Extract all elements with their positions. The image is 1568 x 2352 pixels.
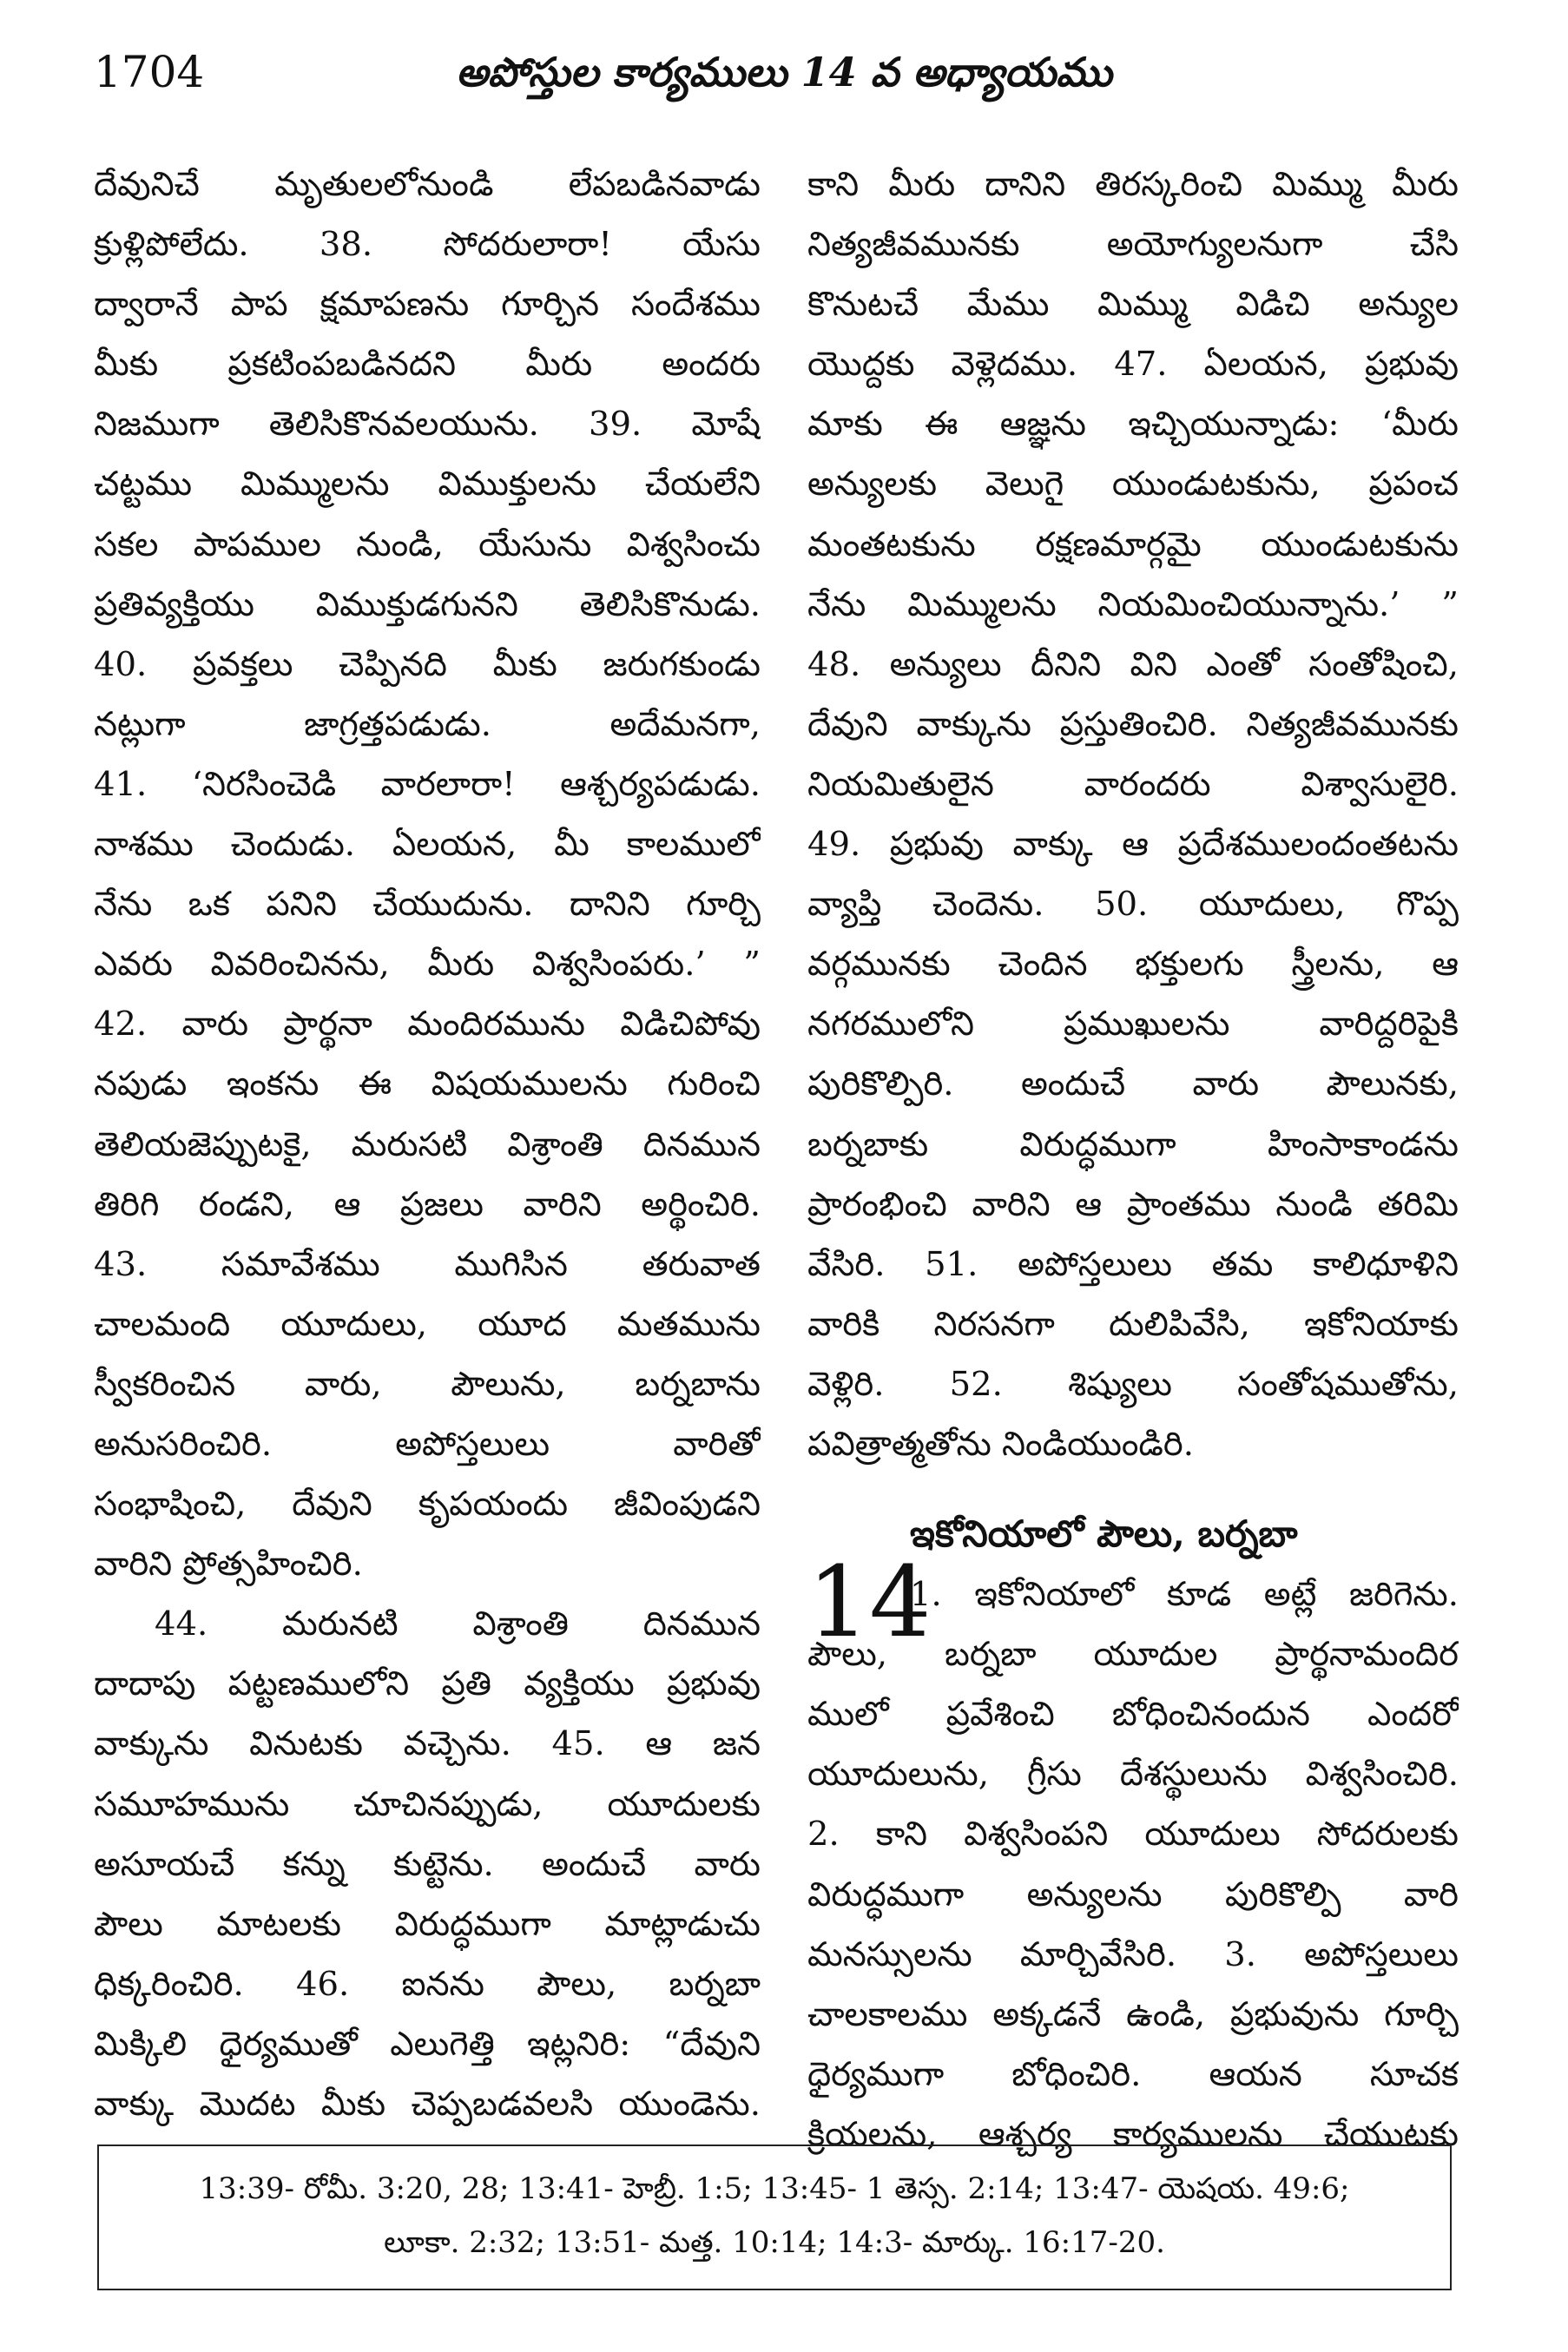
text-line: తిరిగి రండని, ఆ ప్రజలు వారిని అర్థించిరి. bbox=[94, 1184, 761, 1224]
section-gap bbox=[807, 1474, 1459, 1504]
text-line: అసూయచే కన్ను కుట్టెను. అందుచే వారు bbox=[94, 1844, 761, 1884]
text-line: 2. కాని విశ్వసింపని యూదులు సోదరులకు bbox=[807, 1815, 1459, 1855]
text-line: చాలమంది యూదులు, యూద మతమును bbox=[94, 1304, 761, 1344]
text-line: దాదాపు పట్టణములోని ప్రతి వ్యక్తియు ప్రభువు bbox=[94, 1664, 761, 1704]
text-line: మనస్సులను మార్చివేసిరి. 3. అపోస్తలులు bbox=[807, 1934, 1459, 1974]
text-line: నేను ఒక పనిని చేయుదును. దానిని గూర్చి bbox=[94, 885, 761, 925]
text-line: నాశము చెందుడు. ఏలయన, మీ కాలములో bbox=[94, 825, 761, 865]
left-column-paragraph-2 bbox=[94, 1594, 761, 2134]
text-line: యూదులును, గ్రీసు దేశస్థులును విశ్వసించిరి. bbox=[807, 1755, 1459, 1795]
text-line: అన్యులకు వెలుగై యుండుటకును, ప్రపంచ bbox=[807, 464, 1459, 504]
text-line: చాలకాలము అక్కడనే ఉండి, ప్రభువును గూర్చి bbox=[807, 1994, 1459, 2034]
text-line: 40. ప్రవక్తలు చెప్పినది మీకు జరుగకుండు bbox=[94, 644, 761, 684]
text-line: 41. ‘నిరసించెడి వారలారా! ఆశ్చర్యపడుడు. bbox=[94, 764, 761, 804]
text-line: మాకు ఈ ఆజ్ఞను ఇచ్చియున్నాడు: ‘మీరు bbox=[807, 405, 1459, 445]
text-line: విరుద్ధముగా అన్యులను పురికొల్పి వారి bbox=[807, 1874, 1459, 1914]
text-line: నపుడు ఇంకను ఈ విషయములను గురించి bbox=[94, 1064, 761, 1104]
chapter-number: 14 bbox=[807, 1546, 932, 1660]
text-line: సమూహమును చూచినప్పుడు, యూదులకు bbox=[94, 1784, 761, 1824]
text-line: యొద్దకు వెళ్లెదము. 47. ఏలయన, ప్రభువు bbox=[807, 345, 1459, 385]
cross-reference-line-2: లూకా. 2:32; 13:51- మత్త. 10:14; 14:3- మార్కు. 16:17-20. bbox=[384, 2225, 1165, 2260]
text-line: ప్రతివ్యక్తియు విముక్తుడగునని తెలిసికొనుడు. bbox=[94, 584, 761, 624]
text-line: నట్లుగా జాగ్రత్తపడుడు. అదేమనగా, bbox=[94, 704, 761, 744]
section-heading: ఇకోనియాలో పౌలు, బర్నబా bbox=[910, 1512, 1298, 1556]
running-title: అపోస్తుల కార్యములు 14 వ అధ్యాయము bbox=[456, 49, 1112, 96]
left-column-paragraph-1 bbox=[94, 155, 761, 1594]
text-line: బర్నబాకు విరుద్ధముగా హింసాకాండను bbox=[807, 1124, 1459, 1164]
text-line: పౌలు, బర్నబా యూదుల ప్రార్థనామందిర bbox=[807, 1635, 1459, 1675]
text-line: వేసిరి. 51. అపోస్తలులు తమ కాలిధూళిని bbox=[807, 1244, 1459, 1284]
text-line: కొనుటచే మేము మిమ్ము విడిచి అన్యుల bbox=[807, 285, 1459, 325]
text-line: పౌలు మాటలకు విరుద్ధముగా మాట్లాడుచు bbox=[94, 1904, 761, 1944]
text-line: చట్టము మిమ్ములను విముక్తులను చేయలేని bbox=[94, 464, 761, 504]
chapter-first-line: 1. ఇకోనియాలో కూడ అట్లే జరిగెను. bbox=[910, 1575, 1459, 1615]
text-line: వెళ్లిరి. 52. శిష్యులు సంతోషముతోను, bbox=[807, 1364, 1459, 1404]
text-line: మిక్కిలి ధైర్యముతో ఎలుగెత్తి ఇట్లనిరి: “దేవుని bbox=[94, 2024, 761, 2064]
text-line: ములో ప్రవేశించి బోధించినందున ఎందరో bbox=[807, 1695, 1459, 1735]
text-line: పురికొల్పిరి. అందుచే వారు పౌలునకు, bbox=[807, 1064, 1459, 1104]
text-line: వాక్కును వినుటకు వచ్చెను. 45. ఆ జన bbox=[94, 1724, 761, 1764]
text-line: స్వీకరించిన వారు, పౌలును, బర్నబాను bbox=[94, 1364, 761, 1404]
cross-reference-box bbox=[97, 2144, 1452, 2290]
text-line: కాని మీరు దానిని తిరస్కరించి మిమ్ము మీరు bbox=[807, 165, 1459, 204]
text-line: నగరములోని ప్రముఖులను వారిద్దరిపైకి bbox=[807, 1005, 1459, 1044]
cross-reference-line-1: 13:39- రోమీ. 3:20, 28; 13:41- హెబ్రీ. 1:5; 13:45- 1 తెస్స. 2:14; 13:47- యెషయ. 49:6; bbox=[199, 2171, 1350, 2206]
text-line: నిజముగా తెలిసికొనవలయును. 39. మోషే bbox=[94, 405, 761, 445]
text-line: క్రుళ్లిపోలేదు. 38. సోదరులారా! యేసు bbox=[94, 225, 761, 265]
right-column-paragraph-2 bbox=[807, 1624, 1459, 2164]
text-line: వారిని ప్రోత్సహించిరి. bbox=[94, 1545, 363, 1584]
left-column bbox=[94, 155, 761, 2134]
text-line: అనుసరించిరి. అపోస్తలులు వారితో bbox=[94, 1424, 761, 1464]
text-line: ధిక్కరించిరి. 46. ఐనను పౌలు, బర్నబా bbox=[94, 1964, 761, 2004]
right-column-paragraph-1 bbox=[807, 155, 1459, 1474]
text-line: ఎవరు వివరించినను, మీరు విశ్వసింపరు.’ ” bbox=[94, 945, 761, 985]
text-line: 49. ప్రభువు వాక్కు ఆ ప్రదేశములందంతటను bbox=[807, 825, 1459, 865]
text-line: 43. సమావేశము ముగిసిన తరువాత bbox=[94, 1244, 761, 1284]
text-line: 44. మరునటి విశ్రాంతి దినమున bbox=[155, 1604, 761, 1644]
text-line: వారికి నిరసనగా దులిపివేసి, ఇకోనియాకు bbox=[807, 1304, 1459, 1344]
text-line: పవిత్రాత్మతోను నిండియుండిరి. bbox=[807, 1424, 1194, 1464]
text-line: వ్యాప్తి చెందెను. 50. యూదులు, గొప్ప bbox=[807, 885, 1459, 925]
text-line: నేను మిమ్ములను నియమించియున్నాను.’ ” bbox=[807, 584, 1459, 624]
text-line: క్రియలను, ఆశ్చర్య కార్యములను చేయుటకు bbox=[807, 2114, 1459, 2154]
text-line: నిత్యజీవమునకు అయోగ్యులనుగా చేసి bbox=[807, 225, 1459, 265]
right-column bbox=[807, 155, 1459, 2164]
text-line: దేవునిచే మృతులలోనుండి లేపబడినవాడు bbox=[94, 165, 761, 204]
text-line: మంతటకును రక్షణమార్గమై యుండుటకును bbox=[807, 524, 1459, 564]
text-line: సకల పాపముల నుండి, యేసును విశ్వసించు bbox=[94, 524, 761, 564]
page-number: 1704 bbox=[94, 47, 205, 97]
text-line: వర్గమునకు చెందిన భక్తులగు స్త్రీలను, ఆ bbox=[807, 945, 1459, 985]
text-line: సంభాషించి, దేవుని కృపయందు జీవింపుడని bbox=[94, 1485, 761, 1525]
text-line: దేవుని వాక్కును ప్రస్తుతించిరి. నిత్యజీవమునకు bbox=[807, 704, 1459, 744]
text-line: 42. వారు ప్రార్థనా మందిరమును విడిచిపోవు bbox=[94, 1005, 761, 1044]
page-header bbox=[94, 35, 1474, 113]
text-line: మీకు ప్రకటింపబడినదని మీరు అందరు bbox=[94, 345, 761, 385]
text-line: వాక్కు మొదట మీకు చెప్పబడవలసి యుండెను. bbox=[94, 2085, 761, 2124]
text-line: తెలియజెప్పుటకై, మరుసటి విశ్రాంతి దినమున bbox=[94, 1124, 761, 1164]
text-line: ద్వారానే పాప క్షమాపణను గూర్చిన సందేశము bbox=[94, 285, 761, 325]
text-line: ప్రారంభించి వారిని ఆ ప్రాంతము నుండి తరిమి bbox=[807, 1184, 1459, 1224]
text-line: ధైర్యముగా బోధించిరి. ఆయన సూచక bbox=[807, 2054, 1459, 2094]
text-line: 48. అన్యులు దీనిని విని ఎంతో సంతోషించి, bbox=[807, 644, 1459, 684]
text-line: నియమితులైన వారందరు విశ్వాసులైరి. bbox=[807, 764, 1459, 804]
